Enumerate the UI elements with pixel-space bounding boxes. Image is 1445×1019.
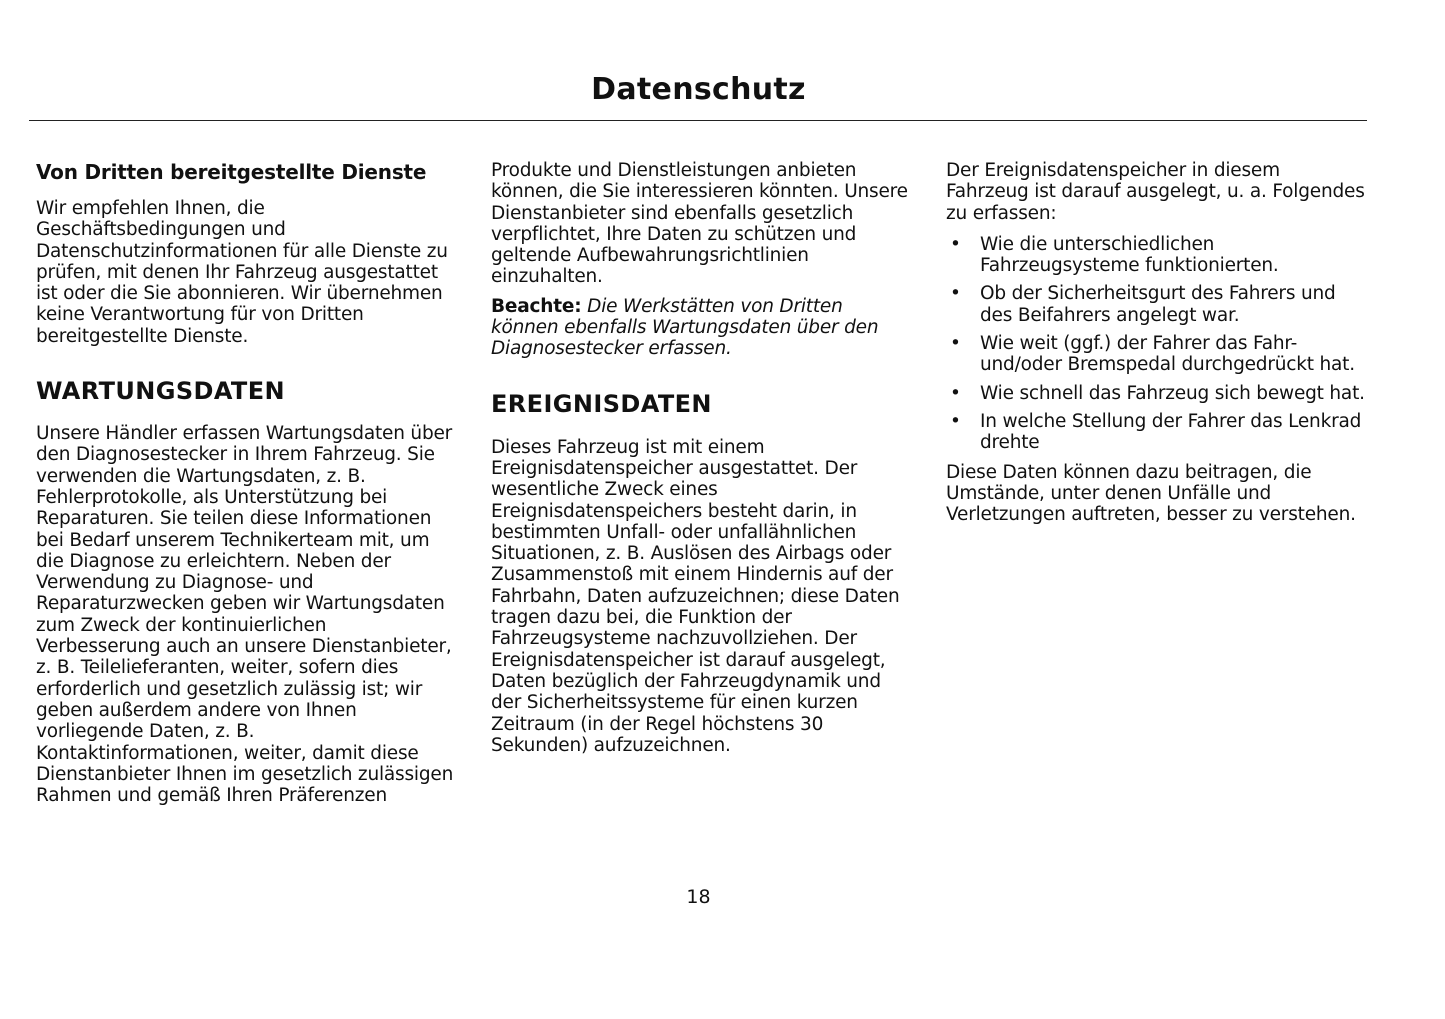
list-item-text: Wie schnell das Fahrzeug sich bewegt hat. (980, 382, 1365, 404)
page-number: 18 (686, 886, 711, 908)
third-party-services-paragraph: Wir empfehlen Ihnen, die Geschäftsbedingungen und Datenschutzinformationen für alle Dienste zu prüfen, mit denen Ihr Fahrzeug ausgestattet ist oder die Sie abonnieren. Wir übernehmen keine Verantwortung für von Dritten bereitgestellte Dienste. (36, 198, 448, 347)
list-item-text: Wie weit (ggf.) der Fahrer das Fahr- und/oder Bremspedal durchgedrückt hat. (980, 333, 1355, 376)
note-text: Die Werkstätten von Dritten können ebenfalls Wartungsdaten über den Diagnosestecker erfassen. (491, 295, 879, 360)
bullet-icon: • (950, 410, 961, 432)
maintenance-continuation-paragraph: Produkte und Dienstleistungen anbieten können, die Sie interessieren könnten. Unsere Dienstanbieter sind ebenfalls gesetzlich verpflichtet, Ihre Daten zu schützen und geltende Aufbewahrungsrichtlinien einzuhalten. (491, 160, 908, 288)
recorded-data-list (946, 234, 1366, 454)
maintenance-data-paragraph: Unsere Händler erfassen Wartungsdaten über den Diagnosestecker in Ihrem Fahrzeug. Sie verwenden die Wartungsdaten, z. B. Fehlerprotokolle, als Unterstützung bei Reparaturen. Sie teilen diese Informationen bei Bedarf unserem Technikerteam mit, um die Diagnose zu erleichtern. Neben der Verwendung zu Diagnose- und Reparaturzwecken geben wir Wartungsdaten zum Zweck der kontinuierlichen Verbesserung auch an unsere Dienstanbieter, z. B. Teilelieferanten, weiter, sofern dies erforderlich und gesetzlich zulässig ist; wir geben außerdem andere von Ihnen vorliegende Daten, z. B. Kontaktinformationen, weiter, damit diese Dienstanbieter Ihnen im gesetzlich zulässigen Rahmen und gemäß Ihren Präferenzen (36, 423, 454, 807)
list-item (946, 234, 1366, 277)
note-paragraph (491, 296, 911, 360)
list-item (946, 333, 1366, 376)
bullet-icon: • (950, 233, 961, 255)
event-recorder-closing: Diese Daten können dazu beitragen, die Umstände, unter denen Unfälle und Verletzungen auftreten, besser zu verstehen. (946, 461, 1356, 526)
event-recorder-intro: Der Ereignisdatenspeicher in diesem Fahrzeug ist darauf ausgelegt, u. a. Folgendes zu erfassen: (946, 160, 1365, 224)
column-left (36, 160, 456, 816)
bullet-icon: • (950, 333, 961, 355)
column-middle (491, 160, 911, 766)
third-party-services-heading: Von Dritten bereitgestellte Dienste (36, 160, 427, 184)
list-item-text: Ob der Sicherheitsgurt des Fahrers und des Beifahrers angelegt war. (980, 283, 1336, 326)
column-right (946, 160, 1366, 535)
list-item (946, 411, 1366, 454)
event-data-paragraph: Dieses Fahrzeug ist mit einem Ereignisdatenspeicher ausgestattet. Der wesentliche Zweck eines Ereignisdatenspeichers besteht darin, in bestimmten Unfall- oder unfallähnlichen Situationen, z. B. Auslösen des Airbags oder Zusammenstoß mit einem Hindernis auf der Fahrbahn, Daten aufzuzeichnen; diese Daten tragen dazu bei, die Funktion der Fahrzeugsysteme nachzuvollziehen. Der Ereignisdatenspeicher ist darauf ausgelegt, Daten bezüglich der Fahrzeugdynamik und der Sicherheitssysteme für einen kurzen Zeitraum (in der Regel höchstens 30 Sekunden) aufzuzeichnen. (491, 436, 900, 756)
page-title: Datenschutz (591, 72, 806, 107)
list-item-text: Wie die unterschiedlichen Fahrzeugsysteme funktionierten. (980, 233, 1279, 277)
list-item (946, 283, 1366, 326)
bullet-icon: • (950, 382, 961, 404)
list-item-text: In welche Stellung der Fahrer das Lenkrad drehte (980, 410, 1362, 454)
maintenance-data-heading: WARTUNGSDATEN (36, 377, 285, 406)
list-item (946, 383, 1366, 404)
event-data-heading: EREIGNISDATEN (491, 389, 712, 418)
note-label: Beachte: (491, 295, 582, 317)
header-divider (29, 120, 1367, 121)
bullet-icon: • (950, 283, 961, 305)
